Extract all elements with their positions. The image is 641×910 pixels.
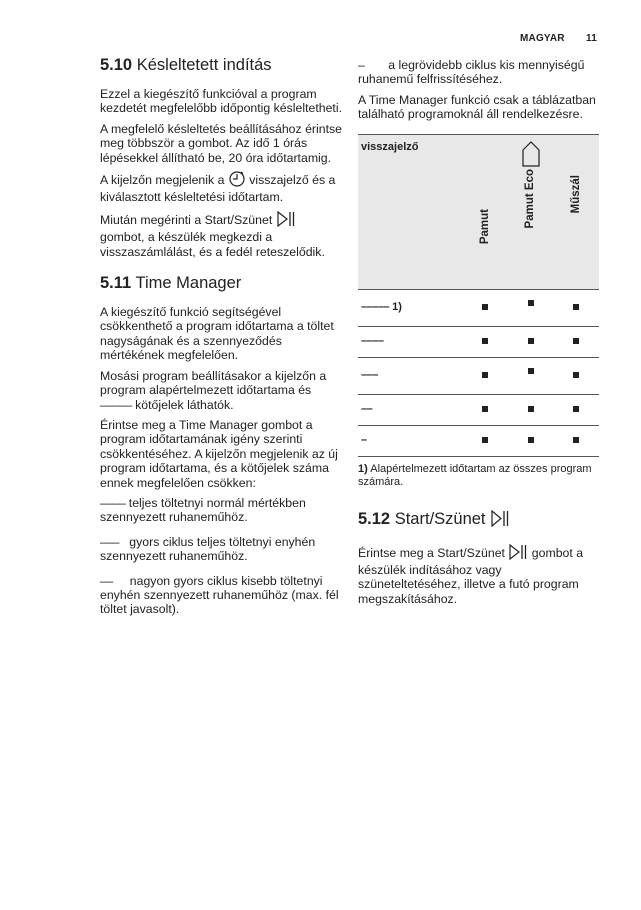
check-mark xyxy=(573,338,579,344)
table-row xyxy=(358,357,599,394)
s510-p2: A megfelelő késleltetés beállításához érintse meg többször a gombot. Az idő 1 órás lépésekkel állítható be, 20 óra időtartamig. xyxy=(100,121,342,165)
table-row xyxy=(358,326,599,357)
row-indicator: –– xyxy=(361,403,373,416)
table-header-row xyxy=(358,134,599,289)
table-header-indicator: visszajelző xyxy=(358,134,462,289)
check-mark xyxy=(528,300,534,306)
check-mark xyxy=(482,437,488,443)
section-5-10-heading: 5.10 Késleltetett indítás xyxy=(100,56,272,74)
row-indicator: –––– xyxy=(361,335,384,348)
col-pamut: Pamut xyxy=(478,208,491,244)
eco-tag-icon xyxy=(508,141,554,171)
left-column xyxy=(100,55,343,623)
s510-p4: Miután megérinti a Start/Szünet gombot, a készülék megkezdi a visszaszámlálást, és a fedél reteszelődik. xyxy=(100,212,325,259)
dash-item-1: – a legrövidebb ciklus kis mennyiségű ruhanemű felfrissítéséhez. xyxy=(358,58,585,87)
language-label: MAGYAR xyxy=(520,33,565,44)
s511-p2: Mosási program beállításakor a kijelzőn a program alapértelmezett időtartama és ––––– kötőjelek láthatók. xyxy=(100,368,327,412)
section-5-11-heading: 5.11 Time Manager xyxy=(100,274,242,293)
check-mark xyxy=(482,304,488,310)
s510-p1: Ezzel a kiegészítő funkcióval a program kezdetét megfelelőbb időpontig késleltetheti. xyxy=(100,87,342,116)
table-row xyxy=(358,289,599,326)
row-indicator: ––– xyxy=(361,369,378,382)
check-mark xyxy=(482,338,488,344)
check-mark xyxy=(573,437,579,443)
row-indicator: ––––– xyxy=(361,301,390,314)
check-mark xyxy=(482,372,488,378)
table-row xyxy=(358,394,599,425)
table-footnote-row xyxy=(358,456,599,493)
dash-item-3: ––– gyors ciklus teljes töltetnyi enyhén szennyezett ruhaneműhöz. xyxy=(100,534,316,564)
s510-p3: A kijelzőn megjelenik a visszajelző és a kiválasztott késleltetési időtartam. xyxy=(100,173,336,205)
page-number: 11 xyxy=(586,33,597,44)
s512-p1: Érintse meg a Start/Szünet gombot a készülék indításához vagy szüneteltetéséhez, illetve a futó program megszakításához. xyxy=(358,545,584,606)
dash-item-2: –– nagyon gyors ciklus kisebb töltetnyi enyhén szennyezett ruhaneműhöz (max. fél töltet javasolt). xyxy=(100,573,339,617)
right-p1: A Time Manager funkció csak a táblázatban található programoknál áll rendelkezésre. xyxy=(358,92,596,122)
row-indicator: – xyxy=(361,434,367,447)
check-mark xyxy=(573,304,579,310)
check-mark xyxy=(528,368,534,374)
check-mark xyxy=(482,406,488,412)
check-mark xyxy=(573,372,579,378)
footnote-text: Alapértelmezett időtartam az összes program számára. xyxy=(358,462,592,488)
check-mark xyxy=(528,406,534,412)
play-pause-icon xyxy=(490,510,510,532)
check-mark xyxy=(573,406,579,412)
time-manager-table xyxy=(358,134,599,493)
section-5-12-heading: 5.12 Start/Szünet xyxy=(358,509,599,532)
col-pamut-eco: Pamut Eco xyxy=(524,169,537,229)
dash-item-4: –––– teljes töltetnyi normál mértékben szennyezett ruhaneműhöz. xyxy=(100,495,306,525)
delay-clock-icon xyxy=(228,171,246,190)
row-note: 1) xyxy=(392,301,402,314)
s511-p1: A kiegészítő funkció segítségével csökkenthető a program időtartama a töltet nagyságának és a szennyeződés mértékének megfelelően. xyxy=(100,305,334,363)
col-muszal: Műszál xyxy=(570,174,583,213)
right-column xyxy=(358,58,599,612)
s511-p3: Érintse meg a Time Manager gombot a program időtartamának igény szerinti csökkentéséhez. A kijelzőn megjelenik az új program időtartama, és a kötőjelek száma ennek megfelelően csökken: xyxy=(100,417,338,490)
table-row xyxy=(358,425,599,456)
play-pause-icon xyxy=(508,544,528,563)
footnote-mark: 1) xyxy=(358,462,368,475)
play-pause-icon xyxy=(276,211,296,230)
check-mark xyxy=(528,338,534,344)
check-mark xyxy=(528,437,534,443)
